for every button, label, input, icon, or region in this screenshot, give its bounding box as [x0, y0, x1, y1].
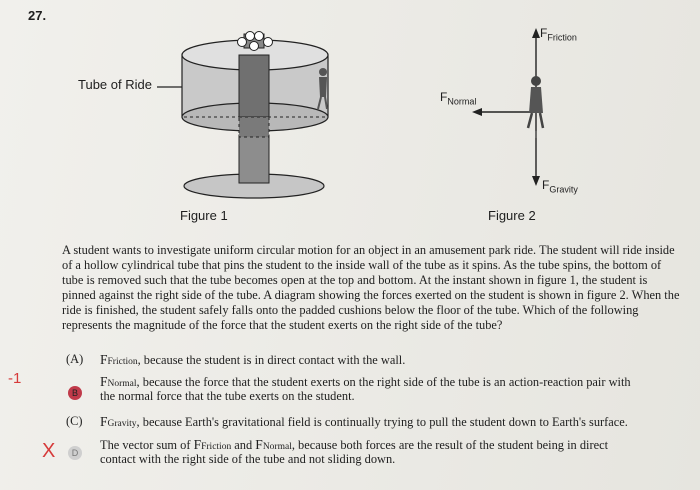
figure2-caption: Figure 2: [488, 208, 536, 223]
option-d-bubble[interactable]: D: [68, 446, 82, 460]
option-a-text: FFriction, because the student is in direct contact with the wall.: [100, 352, 406, 367]
question-text: A student wants to investigate uniform circular motion for an object in an amusement park ride. The student will ride inside of a hollow cylindrical tube that pins the student to the inside wall of the tube as it spins. As the tube spins, the bottom of tube is removed such that the tube becomes open at the top and bottom. At the instant shown in figure 1, the student is pinned against the right side of the tube. A diagram showing the forces exerted on the student is shown in figure 2. When the ride is finished, the student safely falls onto the padded cushions below the floor of the tube. Which of the following represents the magnitude of the force that the student exerts on the right side of the tube?: [62, 243, 680, 332]
option-b-bubble[interactable]: B: [68, 386, 82, 400]
figure2-force-diagram: [472, 28, 543, 186]
option-c-letter: (C): [66, 414, 83, 428]
option-c-text: FGravity, because Earth's gravitational field is continually trying to pull the student down to Earth's surface.: [100, 414, 628, 429]
figure1-caption: Figure 1: [180, 208, 228, 223]
option-d-text-line2: contact with the right side of the tube and not sliding down.: [100, 452, 396, 466]
friction-force-label: $F_{Friction}$: [540, 26, 577, 43]
score-mark: -1: [8, 370, 22, 387]
option-b-text: FNormal, because the force that the student exerts on the right side of the tube is an action-reaction pair with: [100, 374, 631, 389]
gravity-force-label: $F_{Gravity}$: [542, 178, 578, 195]
option-d-text: The vector sum of FFriction and FNormal, because both forces are the result of the student being in direct: [100, 437, 609, 452]
figures-svg: [0, 0, 700, 240]
question-number: 27.: [28, 8, 47, 23]
option-a-letter: (A): [66, 352, 84, 366]
wrong-answer-mark: X: [42, 440, 56, 462]
option-b-text-line2: the normal force that the tube exerts on the student.: [100, 389, 355, 403]
tube-of-ride-label: Tube of Ride: [78, 77, 152, 92]
normal-force-label: $F_{Normal}$: [440, 90, 477, 107]
figure1-ride-drawing: [157, 32, 328, 199]
